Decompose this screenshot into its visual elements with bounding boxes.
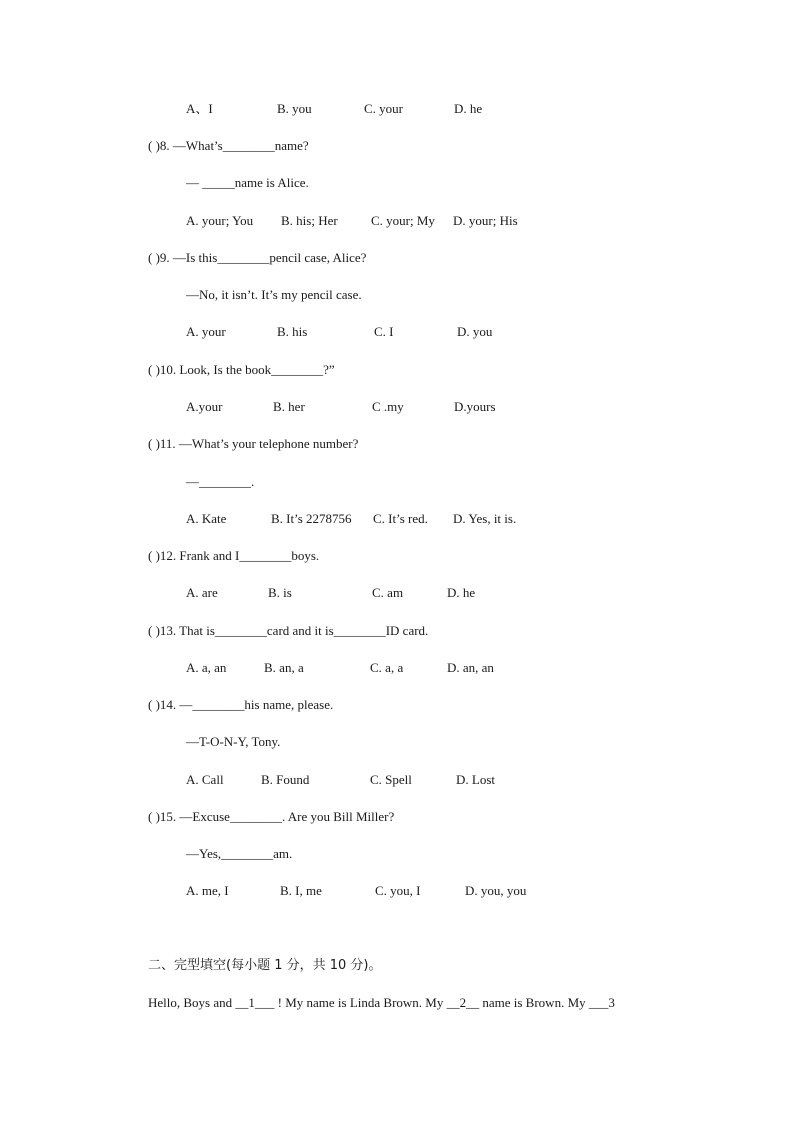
option-c: C. your; My bbox=[371, 213, 435, 228]
option-c: C. It’s red. bbox=[373, 511, 428, 526]
option-d: D. you, you bbox=[465, 883, 527, 898]
option-c: C. a, a bbox=[370, 660, 404, 675]
option-d: D.yours bbox=[454, 399, 496, 414]
section-heading: 二、完型填空(每小题 1 分，共 10 分)。 bbox=[148, 958, 382, 973]
question-dialogue-line: —Yes,________am. bbox=[186, 846, 293, 861]
option-a: A. your; You bbox=[186, 213, 254, 228]
option-a: A. Kate bbox=[186, 511, 227, 526]
question-stem: ( )14. —________his name, please. bbox=[148, 697, 334, 712]
question-stem: ( )15. —Excuse________. Are you Bill Miller? bbox=[148, 809, 395, 824]
option-b: B. his; Her bbox=[281, 213, 338, 228]
q7-option-c: C. your bbox=[364, 101, 403, 116]
question-stem: ( )11. —What’s your telephone number? bbox=[148, 436, 359, 451]
option-c: C. I bbox=[374, 324, 394, 339]
option-a: A. are bbox=[186, 585, 218, 600]
q7-option-a: A、I bbox=[186, 101, 213, 116]
cloze-passage: Hello, Boys and __1___ ! My name is Linda Brown. My __2__ name is Brown. My ___3 bbox=[148, 995, 615, 1010]
question-stem: ( )8. —What’s________name? bbox=[148, 138, 309, 153]
option-d: D. Yes, it is. bbox=[453, 511, 517, 526]
option-a: A. your bbox=[186, 324, 226, 339]
option-a: A.your bbox=[186, 399, 223, 414]
question-dialogue-line: — _____name is Alice. bbox=[186, 175, 309, 190]
option-b: B. I, me bbox=[280, 883, 322, 898]
option-d: D. Lost bbox=[456, 772, 495, 787]
option-b: B. an, a bbox=[264, 660, 304, 675]
question-stem: ( )9. —Is this________pencil case, Alice? bbox=[148, 250, 367, 265]
option-b: B. her bbox=[273, 399, 305, 414]
question-stem: ( )13. That is________card and it is________ID card. bbox=[148, 623, 429, 638]
option-c: C. am bbox=[372, 585, 404, 600]
option-c: C. Spell bbox=[370, 772, 412, 787]
option-c: C .my bbox=[372, 399, 404, 414]
question-dialogue-line: —No, it isn’t. It’s my pencil case. bbox=[186, 287, 362, 302]
question-dialogue-line: —________. bbox=[186, 474, 255, 489]
q7-option-d: D. he bbox=[454, 101, 483, 116]
question-dialogue-line: —T-O-N-Y, Tony. bbox=[186, 734, 281, 749]
option-d: D. an, an bbox=[447, 660, 494, 675]
option-a: A. Call bbox=[186, 772, 224, 787]
option-b: B. his bbox=[277, 324, 308, 339]
question-stem: ( )10. Look, Is the book________?” bbox=[148, 362, 335, 377]
option-d: D. you bbox=[457, 324, 493, 339]
option-d: D. your; His bbox=[453, 213, 518, 228]
option-a: A. a, an bbox=[186, 660, 227, 675]
option-b: B. Found bbox=[261, 772, 310, 787]
option-d: D. he bbox=[447, 585, 476, 600]
question-stem: ( )12. Frank and I________boys. bbox=[148, 548, 320, 563]
q7-option-b: B. you bbox=[277, 101, 312, 116]
option-a: A. me, I bbox=[186, 883, 229, 898]
option-c: C. you, I bbox=[375, 883, 421, 898]
option-b: B. is bbox=[268, 585, 292, 600]
option-b: B. It’s 2278756 bbox=[271, 511, 352, 526]
